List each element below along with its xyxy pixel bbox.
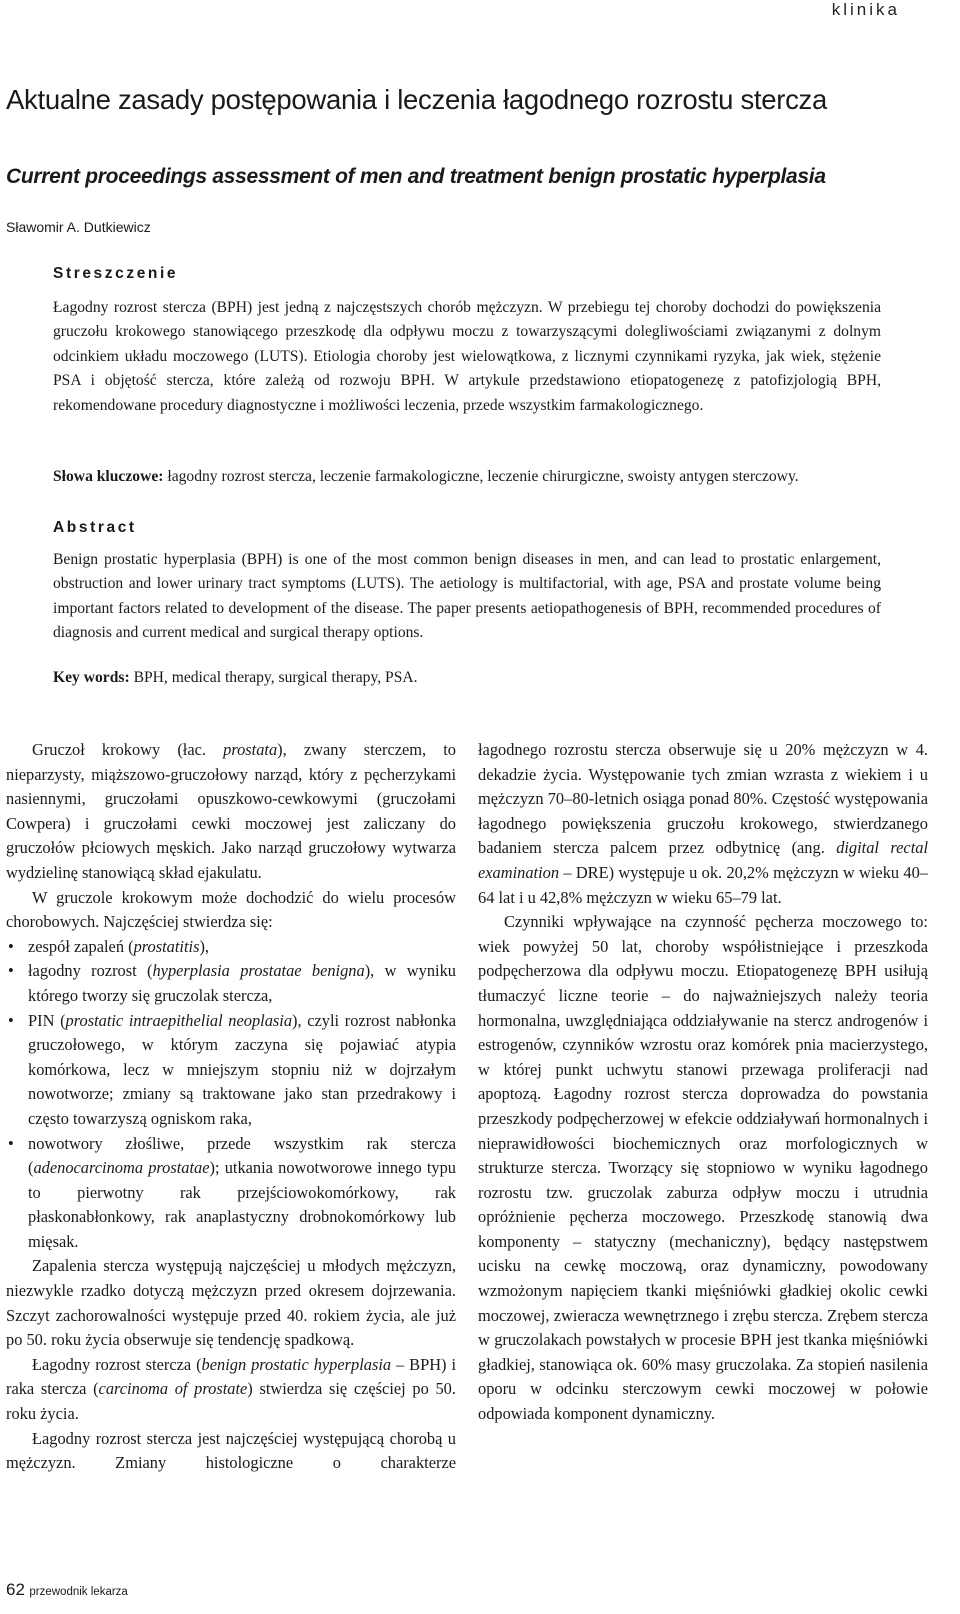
- paragraph: łagodnego rozrostu stercza obserwuje się u 20% mężczyzn w 4. dekadzie życia. Występowanie tych zmian wzrasta z wiekiem i u mężczyzn 70–80-letnich osiąga ponad 80%. Częstość występowania łagodnego powiększenia gruczołu krokowego, stwierdzanego badaniem stercza palcem przez odbytnicę (ang. digital rectal examination – DRE) występuje u ok. 20,2% mężczyzn w wieku 40–64 lat i u 42,8% mężczyzn w wieku 65–79 lat.: [478, 740, 928, 907]
- paragraph: Gruczoł krokowy (łac. prostata), zwany sterczem, to nieparzysty, miąższowo-gruczołowy narząd, który z pęcherzykami nasiennymi, gruczołami opuszkowo-cewkowymi (gruczołami Cowpera) i gruczołami cewki moczowej jest zaliczany do gruczołów płciowych męskich. Jako narząd gruczołowy wytwarza wydzielinę stanowiącą skład ejakulatu.: [6, 740, 456, 882]
- page-number: 62: [6, 1580, 25, 1599]
- list-item: • PIN (prostatic intraepithelial neoplasia), czyli rozrost nabłonka gruczołowego, w którym zaczyna się pojawiać atypia komórkowa, lecz w mniejszym stopniu niż w dojrzałym nowotworze; zmiany są traktowane jako stan przedrakowy i często towarzyszą ogniskom raka,: [6, 1009, 456, 1132]
- paragraph: Łagodny rozrost stercza (benign prostatic hyperplasia – BPH) i raka stercza (carcinoma of prostate) stwierdza się częściej po 50. roku życia.: [6, 1354, 456, 1424]
- list-item: • nowotwory złośliwe, przede wszystkim rak stercza (adenocarcinoma prostatae); utkania nowotworowe innego typu to pierwotny rak przejściowokomórkowy, rak płaskonabłonkowy, rak anaplastyczny drobnokomórkowy lub mięsak.: [6, 1132, 456, 1255]
- journal-section-label: klinika: [831, 0, 900, 19]
- slowa-kluczowe-text: łagodny rozrost stercza, leczenie farmakologiczne, leczenie chirurgiczne, swoisty antygen sterczowy.: [167, 468, 799, 485]
- abstract-text: Benign prostatic hyperplasia (BPH) is one of the most common benign diseases in men, and can lead to prostatic enlargement, obstruction and lower urinary tract symptoms (LUTS). The aetiology is multifactorial, with age, PSA and prostate volume being important factors related to development of the disease. The paper presents aetiopathogenesis of BPH, recommended procedures of diagnosis and current medical and surgical therapy options.: [53, 551, 881, 642]
- paragraph: Czynniki wpływające na czynność pęcherza moczowego to: wiek powyżej 50 lat, choroby współistniejące i przeszkoda podpęcherzowa dla odpływu moczu. Etiopatogenezę BPH usiłują tłumaczyć liczne teorie – do najważniejszych należy teoria hormonalna, uwzględniająca oddziaływanie na stercz androgenów i estrogenów, czynników wzrostu oraz komórek pnia macierzystego, w której punkt uchwytu stanowi przewaga proliferacji nad apoptozą. Łagodny rozrost stercza doprowadza do powstania przeszkody podpęcherzowej w efekcie oddziaływań hormonalnych i nieprawidłowości biochemicznych oraz morfologicznych w strukturze stercza. Tworzący się stopniowo w wyniku łagodnego rozrostu tzw. gruczolak zaburza odpływ moczu i utrudnia opróżnienie pęcherza moczowego. Przeszkodę stanowią dwa komponenty – statyczny (mechaniczny), będący następstwem ucisku na cewkę moczową, oraz dynamiczny, powodowany wzmożonym napięciem tkanki mięśniówki gładkiej okolic cewki moczowej, zwieracza wewnętrznego i zrębu stercza. Zrębem stercza w gruczolakach powstałych w procesie BPH jest tkanka mięśniówki gładkiej, stanowiąca ok. 60% masy gruczolaka. Za stopień nasilenia oporu w odcinku sterczowym cewki moczowej w połowie odpowiada komponent dynamiczny.: [478, 912, 928, 1424]
- article-author: Sławomir A. Dutkiewicz: [6, 219, 151, 235]
- slowa-kluczowe: [53, 465, 933, 489]
- key-words-text: BPH, medical therapy, surgical therapy, PSA.: [133, 669, 418, 686]
- list-item: • zespół zapaleń (prostatitis),: [6, 935, 456, 960]
- disease-list: [6, 935, 456, 1255]
- body-column-right: [478, 738, 928, 1427]
- key-words-label: Key words:: [53, 669, 130, 686]
- paragraph: W gruczole krokowym może dochodzić do wielu procesów chorobowych. Najczęściej stwierdza się:: [6, 887, 456, 932]
- list-item: • łagodny rozrost (hyperplasia prostatae benigna), w wyniku którego tworzy się gruczolak stercza,: [6, 959, 456, 1008]
- paragraph: Łagodny rozrost stercza jest najczęściej występującą chorobą u mężczyzn. Zmiany histologiczne o charakterze: [6, 1428, 456, 1473]
- key-words: [53, 666, 933, 690]
- paragraph: Zapalenia stercza występują najczęściej u młodych mężczyzn, niezwykle rzadko dotyczą mężczyzn przed okresem dojrzewania. Szczyt zachorowalności występuje przed 40. rokiem życia, ale już po 50. roku życia obserwuje się tendencję spadkową.: [6, 1256, 456, 1350]
- abstract-heading: Abstract: [53, 519, 137, 536]
- streszczenie-heading: Streszczenie: [53, 265, 179, 282]
- body-column-left: [6, 738, 456, 1476]
- article-subtitle: Current proceedings assessment of men and treatment benign prostatic hyperplasia: [6, 165, 826, 188]
- slowa-kluczowe-label: Słowa kluczowe:: [53, 468, 164, 485]
- page-footer: [6, 1580, 128, 1600]
- streszczenie-text: Łagodny rozrost stercza (BPH) jest jedną z najczęstszych chorób mężczyzn. W przebiegu tej choroby dochodzi do powiększenia gruczołu krokowego stanowiącego przeszkodę dla odpływu moczu z towarzyszącymi dolegliwościami związanymi z dolnym odcinkiem układu moczowego (LUTS). Etiologia choroby jest wielowątkowa, z licznymi czynnikami ryzyka, jak wiek, stężenie PSA i objętość stercza, które zależą od rozwoju BPH. W artykule przedstawiono etiopatogenezę z patofizjologią BPH, rekomendowane procedury diagnostyczne i możliwości leczenia, przede wszystkim farmakologicznego.: [53, 299, 881, 414]
- article-title: Aktualne zasady postępowania i leczenia łagodnego rozrostu stercza: [6, 84, 827, 115]
- journal-name: przewodnik lekarza: [29, 1586, 128, 1598]
